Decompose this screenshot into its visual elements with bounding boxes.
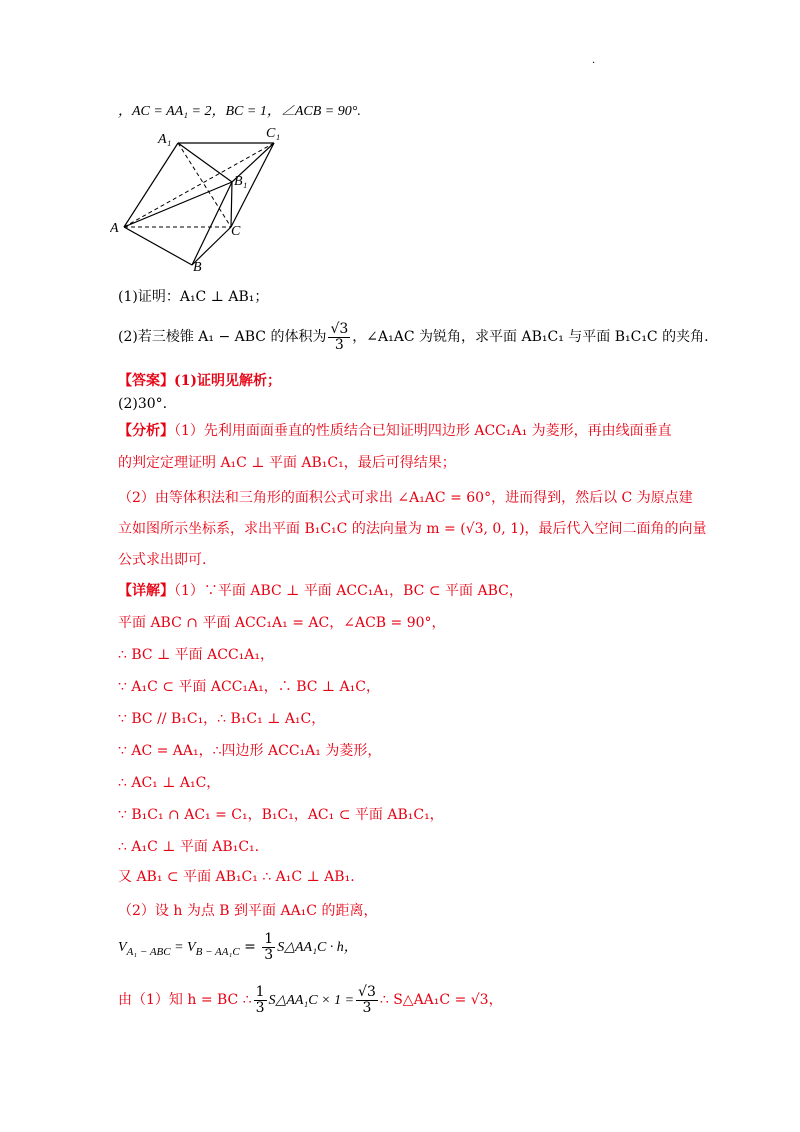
detail-line-2: 平面 ABC ∩ 平面 ACC₁A₁ = AC，∠ACB = 90°， <box>118 615 446 631</box>
label-C: C <box>231 224 241 239</box>
given-line: ，AC = AA₁ = 2，BC = 1，∠ACB = 90°. <box>118 104 361 119</box>
detail-line-12: $V_{A_1 - ABC} = V_{B - AA_1C}$ = $\frac{1}{3}$ S△AA₁C · h， <box>118 931 358 963</box>
analysis-line-2: 的判定定理证明 A₁C ⊥ 平面 AB₁C₁，最后可得结果； <box>118 455 456 471</box>
detail-line-9: ∴ A₁C ⊥ 平面 AB₁C₁. <box>118 839 260 855</box>
detail-line-7: ∴ AC₁ ⊥ A₁C， <box>118 775 221 791</box>
detail-line-6: ∵ AC = AA₁，∴四边形 ACC₁A₁ 为菱形， <box>118 743 382 759</box>
edge-AB1 <box>124 182 232 227</box>
answer-1: (1)证明见解析； <box>174 373 281 389</box>
label-B: B <box>193 260 202 275</box>
answer-2: (2)30°. <box>118 396 168 412</box>
edge-AB <box>124 227 192 265</box>
label-C1: C₁ <box>266 126 281 141</box>
analysis-line-5: 公式求出即可. <box>118 552 207 568</box>
question-1: (1)证明：A₁C ⊥ AB₁； <box>118 289 269 305</box>
detail-label: 【详解】 <box>118 583 174 599</box>
detail-line-13: 由（1）知 h = BC ∴ $\frac{1}{3}$ S△AA₁C × 1 = $\frac{√3}{3}$ ∴ S△AA₁C = √3， <box>118 984 503 1016</box>
edge-B1B <box>192 182 232 265</box>
analysis-line-1: 【分析】（1）先利用面面垂直的性质结合已知证明四边形 ACC₁A₁ 为菱形，再由线面垂直 <box>118 423 672 439</box>
edge-B1C <box>231 182 232 227</box>
label-B1: B₁ <box>234 174 248 189</box>
detail-line-1: 【详解】（1）∵平面 ABC ⊥ 平面 ACC₁A₁，BC ⊂ 平面 ABC， <box>118 583 523 599</box>
answer-line-1 <box>118 370 281 390</box>
detail-line-4: ∵ A₁C ⊂ 平面 ACC₁A₁，∴ BC ⊥ A₁C， <box>118 679 380 695</box>
volume-fraction: $\frac{√3}{3}$ <box>330 321 349 353</box>
prism-figure <box>110 125 300 280</box>
edge-A1B1 <box>178 143 232 182</box>
label-A1: A₁ <box>158 132 172 147</box>
edge-A1C-hidden <box>178 143 231 227</box>
label-A: A <box>110 221 119 236</box>
fraction-sqrt3-third: $\frac{√3}{3}$ <box>358 984 376 1016</box>
detail-line-5: ∵ BC // B₁C₁，∴ B₁C₁ ⊥ A₁C， <box>118 711 326 727</box>
edge-AC1-hidden <box>124 143 274 227</box>
detail-line-10: 又 AB₁ ⊂ 平面 AB₁C₁ ∴ A₁C ⊥ AB₁. <box>118 869 355 885</box>
answer-label: 【答案】 <box>118 373 174 389</box>
question-2-post: ，∠A₁AC 为锐角，求平面 AB₁C₁ 与平面 B₁C₁C 的夹角. <box>352 329 709 346</box>
analysis-line-4: 立如图所示坐标系，求出平面 B₁C₁C 的法向量为 m = (√3, 0, 1)，最后代入空间二面角的向量 <box>118 521 707 537</box>
question-2 <box>118 322 709 352</box>
corner-mark: · <box>592 58 596 69</box>
detail-line-11: （2）设 h 为点 B 到平面 AA₁C 的距离， <box>118 903 378 919</box>
detail-line-8: ∵ B₁C₁ ∩ AC₁ = C₁，B₁C₁，AC₁ ⊂ 平面 AB₁C₁， <box>118 807 444 823</box>
fraction-one-third-b: $\frac{1}{3}$ <box>255 984 265 1016</box>
analysis-line-3: （2）由等体积法和三角形的面积公式可求出 ∠A₁AC = 60°，进而得到，然后以 C 为原点建 <box>118 490 693 506</box>
edge-A1A <box>124 143 178 227</box>
one-third-fraction: $\frac{1}{3}$ <box>264 931 274 963</box>
question-2-pre: (2)若三棱锥 A₁ − ABC 的体积为 <box>118 329 327 346</box>
analysis-label: 【分析】 <box>118 423 174 439</box>
detail-line-3: ∴ BC ⊥ 平面 ACC₁A₁， <box>118 647 275 663</box>
